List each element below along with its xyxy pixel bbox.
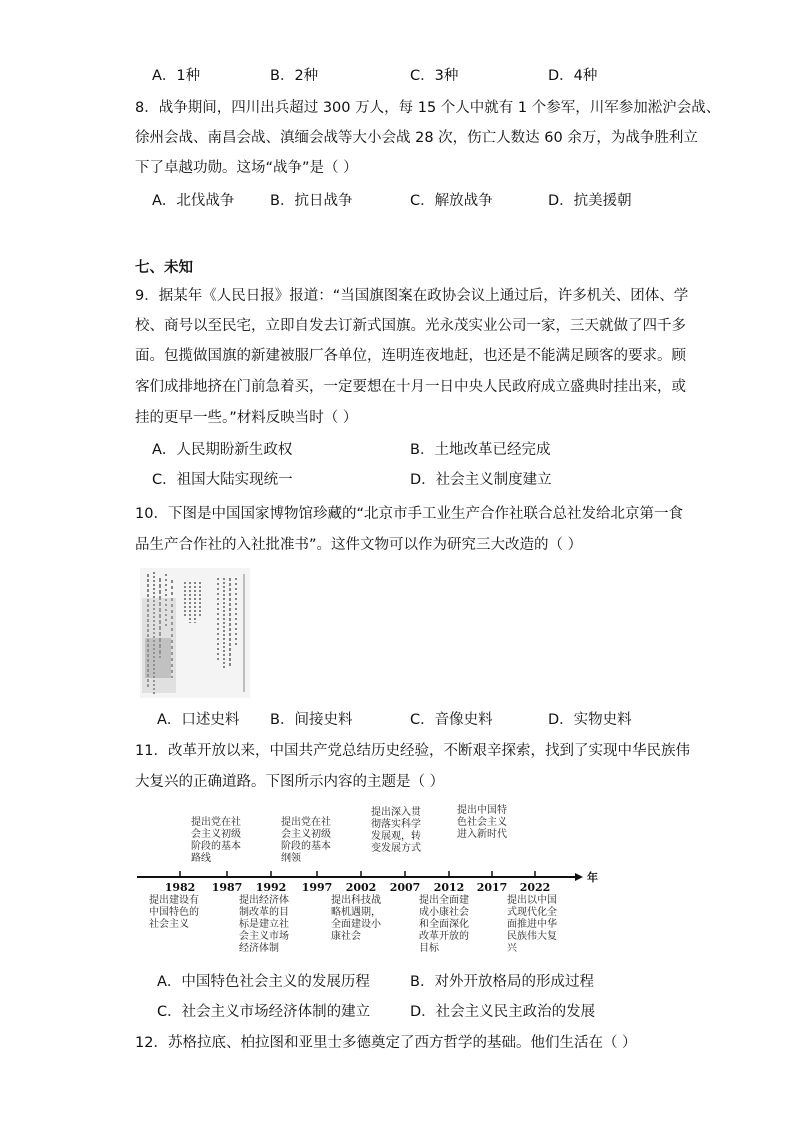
timeline-event-text: 发展观，转 <box>371 831 421 842</box>
timeline-event-text: 略机遇期， <box>331 907 381 918</box>
q8-stem-line: 徐州会战、南昌会战、滇缅会战等大小会战 28 次，伤亡人数达 60 余万，为战争胜利立 <box>135 130 698 146</box>
timeline-event-text: 式现代化全 <box>507 907 557 918</box>
q9-stem-line: 面。包揽做国旗的新建被服厂各单位，连明连夜地赶，也还是不能满足顾客的要求。顾 <box>135 348 686 364</box>
timeline-event-text: 成小康社会 <box>419 907 469 918</box>
q10-option-a: A．口述史料 <box>157 712 240 728</box>
q8-option-b: B．抗日战争 <box>270 193 353 209</box>
q9-option-b: B．土地改革已经完成 <box>410 442 551 458</box>
q9-stem-line: 客们成排地挤在门前急着买，一定要想在十月一日中央人民政府成立盛典时挂出来，或 <box>135 379 686 395</box>
timeline-event-text: 变发展方式 <box>371 843 421 854</box>
timeline-event-below <box>239 893 289 954</box>
timeline-event-text: 会主义初级 <box>281 829 331 840</box>
q10-stem-line: 品生产合作社的入社批准书”。这件文物可以作为研究三大改造的（ ） <box>135 537 583 553</box>
q11-option-d: D．社会主义民主政治的发展 <box>410 1004 596 1020</box>
timeline-year-label: 1992 <box>255 881 287 894</box>
timeline-event-below <box>149 893 199 930</box>
timeline-event-text: 面推进中华 <box>507 919 557 930</box>
q9-stem-line: 挂的更早一些。”材料反映当时（ ） <box>135 410 358 426</box>
timeline-event-text: 提出经济体 <box>239 895 289 906</box>
q10-option-d: D．实物史料 <box>548 712 632 728</box>
timeline-event-text: 改革开放的 <box>419 931 469 942</box>
timeline-event-text: 康社会 <box>331 931 361 942</box>
q9-option-a: A．人民期盼新生政权 <box>152 442 293 458</box>
timeline-event-below <box>507 893 557 954</box>
q8-option-d: D．抗美援朝 <box>548 193 632 209</box>
q10-option-c: C．音像史料 <box>410 712 493 728</box>
timeline-event-below <box>419 893 469 954</box>
q10-stem-line: 10．下图是中国国家博物馆珍藏的“北京市手工业生产合作社联合总社发给北京第一食 <box>135 506 683 522</box>
q8-stem-line: 下了卓越功勋。这场“战争”是（ ） <box>135 160 358 176</box>
q7-option-a: A．1种 <box>152 68 201 84</box>
q8-option-a: A．北伐战争 <box>152 193 235 209</box>
timeline-event-above <box>371 805 422 854</box>
timeline-event-text: 目标 <box>419 943 439 954</box>
timeline-year-label: 2017 <box>476 881 508 894</box>
timeline-event-above <box>457 803 507 840</box>
timeline-event-text: 制改革的目 <box>239 907 289 918</box>
timeline-year-label: 1982 <box>164 881 196 894</box>
timeline-axis-label: 年 <box>587 871 598 884</box>
timeline-event-text: 会主义市场 <box>239 931 289 942</box>
timeline-year-label: 2002 <box>345 881 377 894</box>
q8-stem-line: 8．战争期间，四川出兵超过 300 万人，每 15 个人中就有 1 个参军，川军参加淞沪会战、 <box>135 100 721 116</box>
timeline-event-text: 提出以中国 <box>507 895 557 906</box>
q7-option-b: B．2种 <box>270 68 319 84</box>
timeline-event-text: 和全面深化 <box>419 919 469 930</box>
timeline-event-text: 经济体制 <box>239 943 279 954</box>
timeline-event-text: 全面建设小 <box>331 919 381 930</box>
q12-stem-line: 12．苏格拉底、柏拉图和亚里士多德奠定了西方哲学的基础。他们生活在（ ） <box>135 1035 637 1051</box>
timeline-event-text: 纲领 <box>281 853 301 864</box>
timeline-event-text: 提出中国特 <box>457 805 507 816</box>
timeline-year-label: 1997 <box>301 881 333 894</box>
timeline-arrow <box>575 873 583 881</box>
timeline-event-text: 提出全面建 <box>419 895 469 906</box>
q7-option-d: D．4种 <box>548 68 598 84</box>
q8-option-c: C．解放战争 <box>410 193 493 209</box>
timeline-event-text: 阶段的基本 <box>281 841 331 852</box>
q7-option-c: C．3种 <box>410 68 459 84</box>
q9-stem-line: 9．据某年《人民日报》报道：“当国旗图案在政协会议上通过后，许多机关、团体、学 <box>135 288 689 304</box>
q11-stem-line: 11．改革开放以来，中国共产党总结历史经验，不断艰辛探索，找到了实现中华民族伟 <box>135 743 690 759</box>
timeline-event-text: 阶段的基本 <box>191 841 241 852</box>
timeline-event-text: 中国特色的 <box>149 907 199 918</box>
timeline-event-below <box>331 893 382 942</box>
timeline-event-above <box>191 815 241 864</box>
timeline-year-label: 2022 <box>519 881 551 894</box>
timeline-event-text: 社会主义 <box>149 919 189 930</box>
q9-option-c: C．祖国大陆实现统一 <box>152 472 293 488</box>
timeline-event-text: 提出深入贯 <box>371 807 421 818</box>
timeline-event-text: 提出党在社 <box>191 817 241 828</box>
timeline-event-text: 民族伟大复 <box>507 931 557 942</box>
reform-timeline-figure <box>135 805 598 955</box>
timeline-event-text: 提出科技战 <box>331 895 381 906</box>
q11-option-b: B．对外开放格局的形成过程 <box>410 974 594 990</box>
timeline-event-text: 进入新时代 <box>457 829 507 840</box>
timeline-event-above <box>281 815 331 864</box>
section-title: 七、未知 <box>135 260 193 276</box>
timeline-year-label: 2012 <box>433 881 465 894</box>
q11-option-c: C．社会主义市场经济体制的建立 <box>157 1004 371 1020</box>
q10-option-b: B．间接史料 <box>270 712 353 728</box>
timeline-event-text: 提出党在社 <box>281 817 331 828</box>
q11-stem-line: 大复兴的正确道路。下图所示内容的主题是（ ） <box>135 774 445 790</box>
timeline-event-text: 路线 <box>191 853 211 864</box>
timeline-event-text: 提出建设有 <box>149 895 199 906</box>
q11-option-a: A．中国特色社会主义的发展历程 <box>157 974 370 990</box>
timeline-event-text: 色社会主义 <box>457 817 507 828</box>
timeline-event-text: 彻落实科学 <box>371 819 421 830</box>
timeline-event-text: 标是建立社 <box>239 919 289 930</box>
timeline-year-label: 1987 <box>211 881 243 894</box>
timeline-year-label: 2007 <box>389 881 421 894</box>
timeline-event-text: 会主义初级 <box>191 829 241 840</box>
q9-option-d: D．社会主义制度建立 <box>410 472 552 488</box>
admission-certificate-image <box>140 568 250 698</box>
q9-stem-line: 校、商号以至民宅，立即自发去订新式国旗。光永茂实业公司一家，三天就做了四千多 <box>135 318 686 334</box>
timeline-event-text: 兴 <box>507 943 517 954</box>
